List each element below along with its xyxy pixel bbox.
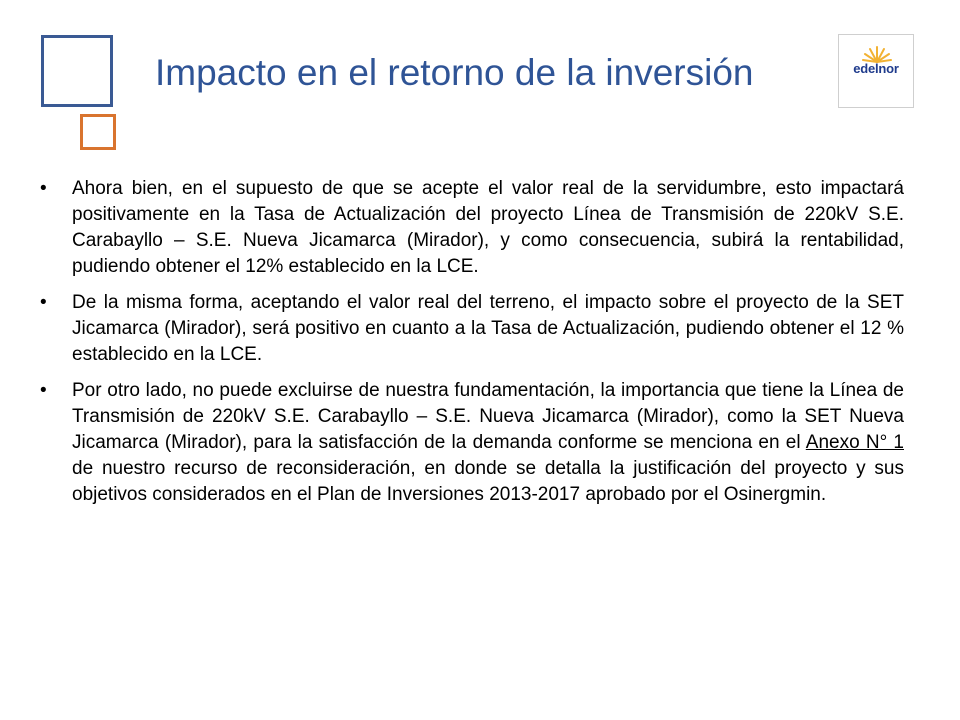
annex-link[interactable]: Anexo N° 1 — [805, 432, 904, 453]
logo-wordmark: edelnor — [853, 61, 899, 76]
bullet-item — [40, 290, 904, 368]
bullet-text: Ahora bien, en el supuesto de que se acepte el valor real de la servidumbre, esto impactará positivamente en la Tasa de Actualización del proyecto Línea de Transmisión de 220kV S.E. Carabayllo – S.E. Nueva Jicamarca (Mirador), y como consecuencia, subirá la rentabilidad, pudiendo obtener el 12% establecido en la LCE. — [72, 178, 904, 277]
bullet-text: De la misma forma, aceptando el valor real del terreno, el impacto sobre el proyecto de la SET Jicamarca (Mirador), será positivo en cuanto a la Tasa de Actualización, pudiendo obtener el 12 % establecido en la LCE. — [72, 292, 904, 365]
decorative-square-orange — [80, 114, 116, 150]
bullet-marker: • — [40, 178, 47, 199]
edelnor-logo — [838, 34, 914, 108]
bullet-item — [40, 378, 904, 508]
bullet-item — [40, 176, 904, 280]
slide-title: Impacto en el retorno de la inversión — [155, 52, 754, 93]
bullet-marker: • — [40, 292, 47, 313]
bullet-text-after: de nuestro recurso de reconsideración, en donde se detalla la justificación del proyecto y sus objetivos considerados en el Plan de Inversiones 2013-2017 aprobado por el Osinergmin. — [72, 458, 904, 505]
bullet-text-before: Por otro lado, no puede excluirse de nuestra fundamentación, la importancia que tiene la Línea de Transmisión de 220kV S.E. Carabayllo – S.E. Nueva Jicamarca (Mirador), como la SET Nueva Jicamarca (Mirador), para la satisfacción de la demanda conforme se menciona en el — [72, 380, 904, 453]
bullet-list — [40, 176, 904, 518]
bullet-marker: • — [40, 380, 47, 401]
decorative-square-blue — [41, 35, 113, 107]
